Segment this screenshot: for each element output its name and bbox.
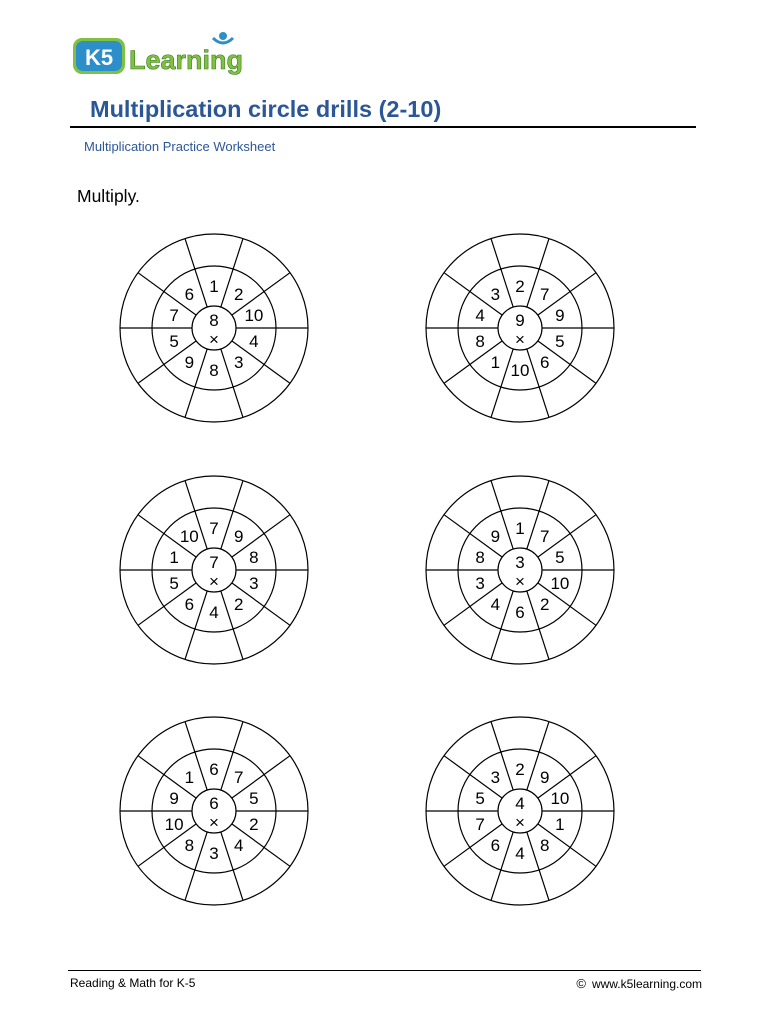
- drill-number: 9: [184, 353, 195, 372]
- answer-cell[interactable]: [206, 398, 222, 414]
- page-title: Multiplication circle drills (2-10): [90, 96, 442, 122]
- answer-cell[interactable]: [252, 257, 268, 273]
- answer-cell[interactable]: [586, 779, 602, 795]
- drill-number: 10: [164, 815, 184, 834]
- multiply-sign-icon: ×: [515, 330, 525, 349]
- drill-number: 9: [539, 768, 550, 787]
- drill-number: 9: [555, 306, 565, 325]
- answer-cell[interactable]: [132, 344, 148, 360]
- drill-number: 2: [249, 815, 259, 834]
- drill-number: 8: [475, 332, 485, 351]
- drill-number: 10: [510, 361, 530, 380]
- drill-number: 7: [475, 815, 485, 834]
- answer-cell[interactable]: [160, 625, 176, 641]
- center-number: 9: [515, 311, 525, 330]
- drill-number: 1: [555, 815, 565, 834]
- answer-cell[interactable]: [466, 257, 482, 273]
- drill-number: 4: [515, 844, 525, 863]
- drill-number: 7: [539, 527, 550, 546]
- instruction-text: Multiply.: [77, 186, 140, 206]
- answer-cell[interactable]: [466, 740, 482, 756]
- drill-number: 10: [244, 306, 264, 325]
- drill-number: 10: [179, 527, 199, 546]
- circle-drill: [120, 717, 308, 905]
- answer-cell[interactable]: [512, 484, 528, 500]
- answer-cell[interactable]: [558, 740, 574, 756]
- drill-number: 2: [233, 285, 244, 304]
- drill-number: 9: [233, 527, 244, 546]
- drill-number: 3: [490, 285, 501, 304]
- answer-cell[interactable]: [280, 779, 296, 795]
- drill-number: 6: [184, 595, 195, 614]
- center-number: 4: [515, 794, 525, 813]
- answer-cell[interactable]: [280, 538, 296, 554]
- answer-cell[interactable]: [558, 257, 574, 273]
- drill-number: 4: [475, 306, 485, 325]
- answer-cell[interactable]: [160, 257, 176, 273]
- answer-cell[interactable]: [512, 881, 528, 897]
- answer-cell[interactable]: [280, 586, 296, 602]
- answer-cell[interactable]: [558, 499, 574, 515]
- drill-number: 6: [209, 760, 219, 779]
- drill-number: 3: [490, 768, 501, 787]
- drill-number: 9: [169, 789, 179, 808]
- answer-cell[interactable]: [252, 625, 268, 641]
- answer-cell[interactable]: [206, 881, 222, 897]
- answer-cell[interactable]: [252, 866, 268, 882]
- footer-divider: [68, 970, 701, 971]
- page-subtitle: Multiplication Practice Worksheet: [84, 139, 276, 154]
- drill-number: 1: [515, 519, 525, 538]
- center-number: 6: [209, 794, 219, 813]
- drill-number: 5: [169, 332, 179, 351]
- multiply-sign-icon: ×: [515, 572, 525, 591]
- drill-number: 1: [209, 277, 219, 296]
- drill-number: 4: [249, 332, 259, 351]
- answer-cell[interactable]: [466, 383, 482, 399]
- drill-number: 4: [490, 595, 501, 614]
- answer-cell[interactable]: [512, 640, 528, 656]
- drill-number: 2: [515, 760, 525, 779]
- answer-cell[interactable]: [466, 499, 482, 515]
- drill-number: 3: [475, 574, 485, 593]
- drill-number: 6: [515, 603, 525, 622]
- drill-number: 4: [209, 603, 219, 622]
- drill-number: 8: [539, 836, 550, 855]
- answer-cell[interactable]: [586, 538, 602, 554]
- logo-k5-text: K5: [84, 45, 114, 70]
- drill-number: 3: [209, 844, 219, 863]
- answer-cell[interactable]: [206, 640, 222, 656]
- answer-cell[interactable]: [160, 383, 176, 399]
- multiply-sign-icon: ×: [209, 572, 219, 591]
- answer-cell[interactable]: [586, 296, 602, 312]
- answer-cell[interactable]: [132, 296, 148, 312]
- drill-number: 5: [169, 574, 179, 593]
- drill-number: 9: [490, 527, 501, 546]
- answer-cell[interactable]: [252, 383, 268, 399]
- multiply-sign-icon: ×: [209, 330, 219, 349]
- answer-cell[interactable]: [512, 725, 528, 741]
- answer-cell[interactable]: [280, 296, 296, 312]
- drill-number: 7: [539, 285, 550, 304]
- answer-cell[interactable]: [160, 866, 176, 882]
- drill-number: 1: [490, 353, 501, 372]
- answer-cell[interactable]: [558, 866, 574, 882]
- footer-website: [576, 976, 702, 991]
- answer-cell[interactable]: [252, 740, 268, 756]
- drill-number: 5: [475, 789, 485, 808]
- footer-url: www.k5learning.com: [591, 977, 702, 991]
- drill-number: 4: [233, 836, 244, 855]
- answer-cell[interactable]: [132, 779, 148, 795]
- answer-cell[interactable]: [512, 398, 528, 414]
- answer-cell[interactable]: [466, 625, 482, 641]
- circle-drill: [426, 476, 614, 664]
- drill-number: 10: [550, 789, 570, 808]
- drill-number: 5: [249, 789, 259, 808]
- circle-drill: [120, 234, 308, 422]
- drill-number: 7: [209, 519, 219, 538]
- answer-cell[interactable]: [132, 586, 148, 602]
- drill-number: 3: [233, 353, 244, 372]
- drill-number: 6: [539, 353, 550, 372]
- drill-number: 10: [550, 574, 570, 593]
- answer-cell[interactable]: [438, 344, 454, 360]
- circle-drill: [426, 234, 614, 422]
- drill-number: 5: [555, 332, 565, 351]
- logo-learning-text: Learning: [129, 45, 244, 75]
- drill-number: 8: [475, 548, 485, 567]
- multiply-sign-icon: ×: [515, 813, 525, 832]
- answer-cell[interactable]: [438, 538, 454, 554]
- answer-cell[interactable]: [586, 586, 602, 602]
- center-number: 7: [209, 553, 219, 572]
- answer-cell[interactable]: [132, 827, 148, 843]
- circle-drill: [426, 717, 614, 905]
- drill-number: 2: [233, 595, 244, 614]
- drill-number: 6: [490, 836, 501, 855]
- footer-tagline: Reading & Math for K-5: [70, 976, 196, 990]
- answer-cell[interactable]: [206, 242, 222, 258]
- answer-cell[interactable]: [586, 344, 602, 360]
- drill-number: 2: [515, 277, 525, 296]
- answer-cell[interactable]: [438, 827, 454, 843]
- drill-number: 1: [184, 768, 195, 787]
- answer-cell[interactable]: [206, 725, 222, 741]
- center-number: 3: [515, 553, 525, 572]
- answer-cell[interactable]: [558, 625, 574, 641]
- drill-number: 8: [249, 548, 259, 567]
- drill-number: 3: [249, 574, 259, 593]
- answer-cell[interactable]: [466, 866, 482, 882]
- drill-number: 2: [539, 595, 550, 614]
- drill-number: 6: [184, 285, 195, 304]
- copyright-icon: ©: [576, 976, 586, 991]
- center-number: 8: [209, 311, 219, 330]
- circle-drill: [120, 476, 308, 664]
- answer-cell[interactable]: [438, 586, 454, 602]
- drill-number: 7: [169, 306, 179, 325]
- drill-number: 7: [233, 768, 244, 787]
- answer-cell[interactable]: [206, 484, 222, 500]
- answer-cell[interactable]: [160, 740, 176, 756]
- multiply-sign-icon: ×: [209, 813, 219, 832]
- drill-number: 8: [184, 836, 195, 855]
- answer-cell[interactable]: [280, 827, 296, 843]
- answer-cell[interactable]: [586, 827, 602, 843]
- drill-number: 1: [169, 548, 179, 567]
- drill-number: 5: [555, 548, 565, 567]
- answer-cell[interactable]: [438, 296, 454, 312]
- answer-cell[interactable]: [280, 344, 296, 360]
- answer-cell[interactable]: [558, 383, 574, 399]
- answer-cell[interactable]: [438, 779, 454, 795]
- drill-number: 8: [209, 361, 219, 380]
- answer-cell[interactable]: [160, 499, 176, 515]
- answer-cell[interactable]: [252, 499, 268, 515]
- answer-cell[interactable]: [512, 242, 528, 258]
- answer-cell[interactable]: [132, 538, 148, 554]
